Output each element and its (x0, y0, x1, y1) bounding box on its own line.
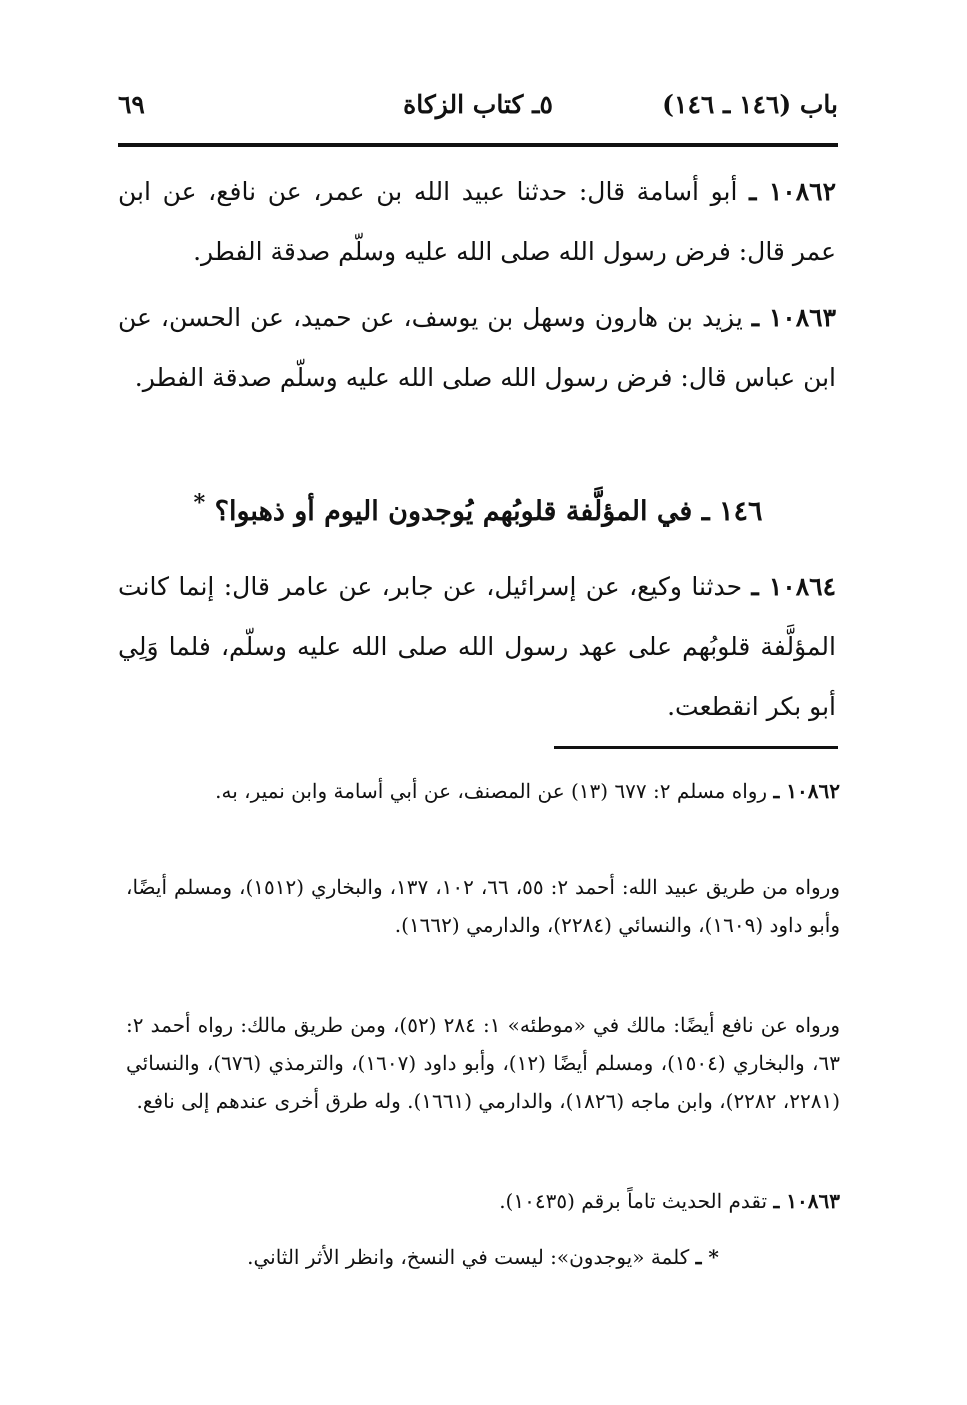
footnote-number: ١٠٨٦٣ ـ (773, 1189, 840, 1213)
footnote-text: كلمة «يوجدون»: ليست في النسخ، وانظر الأثر الثاني. (247, 1245, 696, 1269)
footnote-text: ورواه من طريق عبيد الله: أحمد ٢: ٥٥، ٦٦، ١٠٢، ١٣٧، والبخاري (١٥١٢)، ومسلم أيضًا، وأبو داود (١٦٠٩)، والنسائي (٢٢٨٤)، والدارمي (١٦٦٢). (126, 875, 840, 937)
footnote-paragraph (126, 868, 840, 944)
section-heading (118, 478, 838, 537)
footnote-number: ١٠٨٦٢ ـ (773, 779, 840, 803)
book-title: ٥ـ كتاب الزكاة (403, 90, 553, 119)
hadith-text: أبو أسامة قال: حدثنا عبيد الله بن عمر، عن نافع، عن ابن عمر قال: فرض رسول الله صلى الله عليه وسلّم صدقة الفطر. (118, 177, 836, 266)
hadith-10862 (118, 162, 836, 282)
footnote-paragraph (126, 1006, 840, 1120)
page-number: ٦٩ (118, 90, 145, 119)
hadith-10864 (118, 557, 836, 737)
hadith-number: ١٠٨٦٤ ـ (751, 572, 836, 601)
footnote-10862 (126, 772, 840, 810)
footnote-separator (554, 746, 838, 749)
page-header (118, 86, 838, 136)
hadith-10863 (118, 288, 836, 408)
footnote-text: ورواه عن نافع أيضًا: مالك في «موطئه» ١: ٢٨٤ (٥٢)، ومن طريق مالك: رواه أحمد ٢: ٦٣، والبخاري (١٥٠٤)، ومسلم أيضًا (١٢)، وأبو داود (١٦٠٧)، والترمذي (٦٧٦)، والنسائي (٢٢٨١، ٢٢٨٢)، وابن ماجه (١٨٢٦)، والدارمي (١٦٦١). وله طرق أخرى عندهم إلى نافع. (126, 1013, 841, 1113)
hadith-text: حدثنا وكيع، عن إسرائيل، عن جابر، عن عامر قال: إنما كانت المؤلَّفة قلوبُهم على عهد رسول الله صلى الله عليه وسلّم، فلما وَلِي أبو بكر انقطعت. (118, 572, 836, 721)
footnote-10863 (126, 1182, 840, 1220)
footnote-star (126, 1238, 840, 1276)
footnote-text: رواه مسلم ٢: ٦٧٧ (١٣) عن المصنف، عن أبي أسامة وابن نمير، به. (215, 779, 774, 803)
hadith-number: ١٠٨٦٢ ـ (749, 177, 836, 206)
header-rule (118, 143, 838, 147)
hadith-text: يزيد بن هارون وسهل بن يوسف، عن حميد، عن الحسن، عن ابن عباس قال: فرض رسول الله صلى الله عليه وسلّم صدقة الفطر. (118, 303, 836, 392)
section-title-text: ١٤٦ ـ في المؤلَّفة قلوبُهم يُوجدون اليوم أو ذهبوا؟ (214, 496, 763, 527)
footnote-marker: * ـ (695, 1245, 719, 1269)
footnote-text: تقدم الحديث تاماً برقم (١٠٤٣٥). (499, 1189, 774, 1213)
chapter-range: باب (١٤٦ ـ ١٤٦) (662, 90, 838, 119)
hadith-number: ١٠٨٦٣ ـ (751, 303, 836, 332)
section-footnote-marker: * (193, 490, 206, 516)
